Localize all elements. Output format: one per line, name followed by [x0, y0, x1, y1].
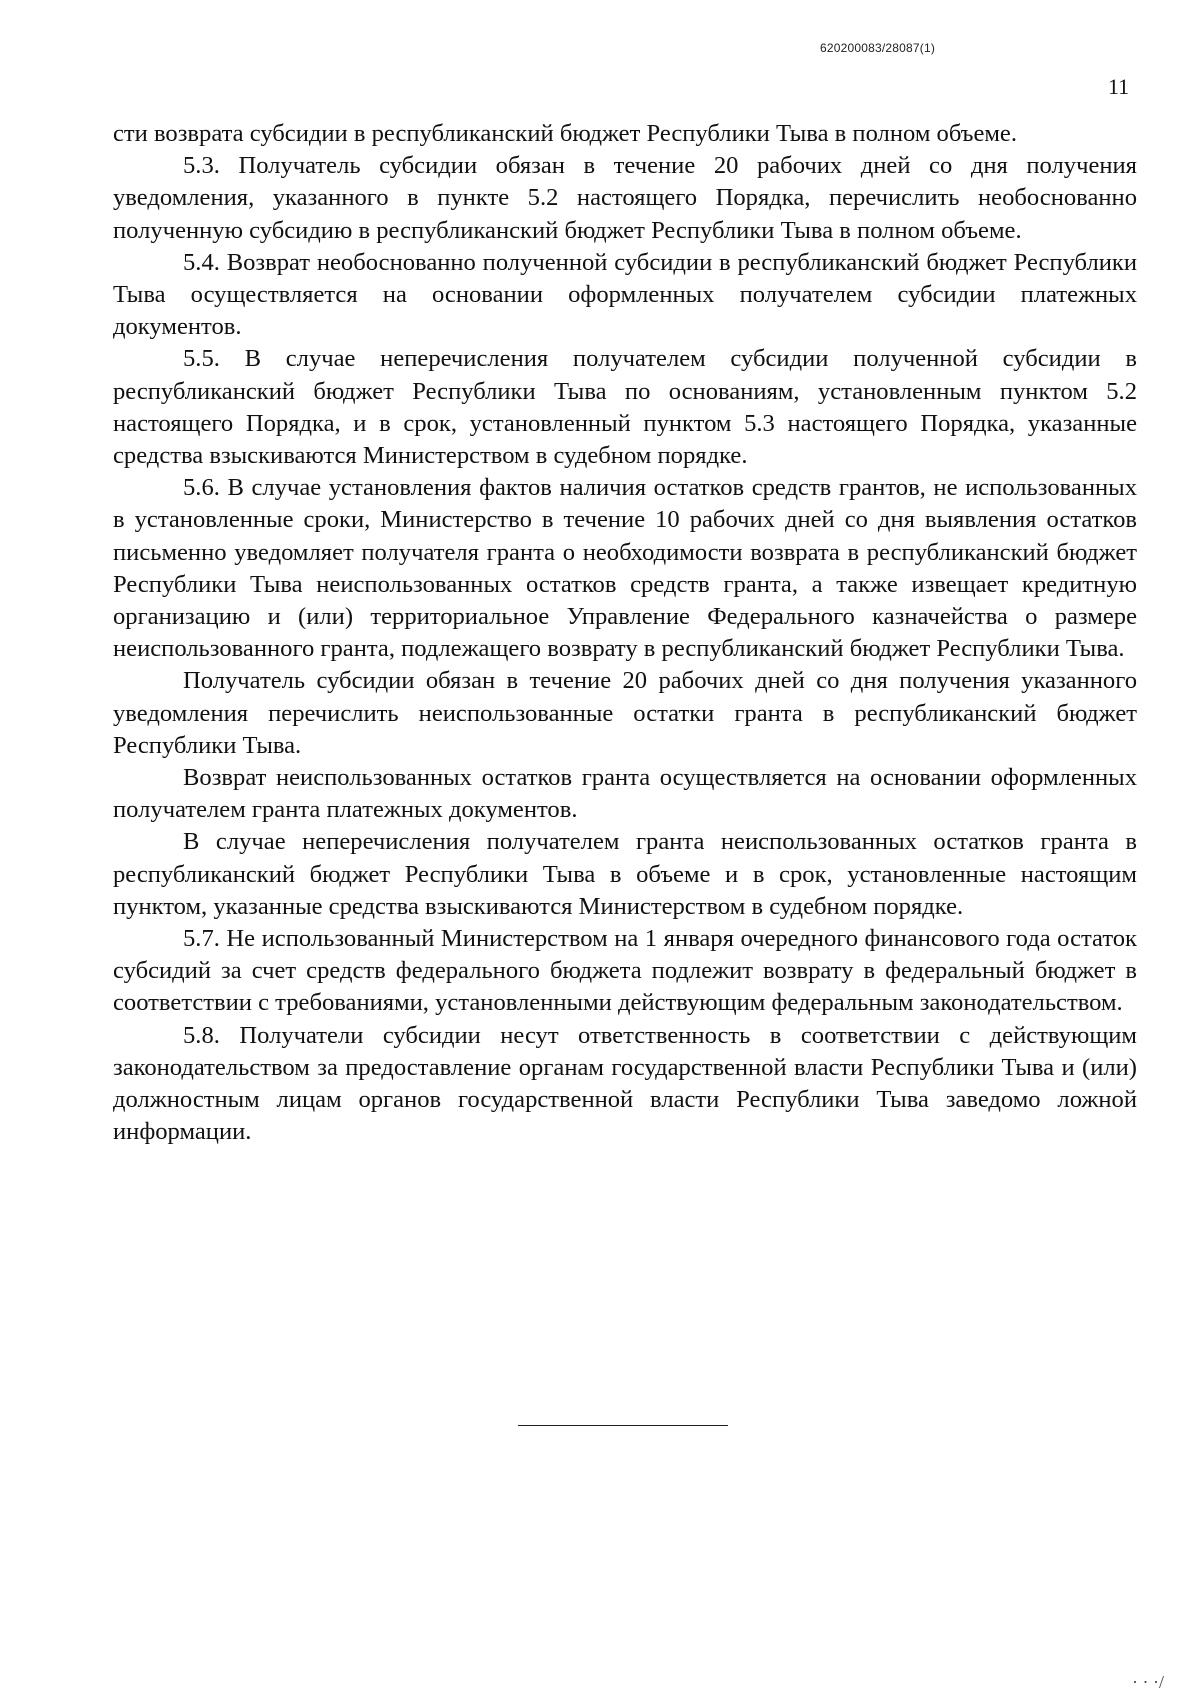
document-id: 620200083/28087(1) [820, 41, 936, 55]
paragraph-5-6: 5.6. В случае установления фактов наличия остатков средств грантов, не использованных в установленные сроки, Министерство в течение 10 рабочих дней со дня выявления остатков письменно уведомляет получателя гранта о необходимости возврата в республиканский бюджет Республики Тыва неиспользованных остатков средств гранта, а также извещает кредитную организацию и (или) территориальное Управление Федерального казначейства о размере неиспользованного гранта, подлежащего возврату в республиканский бюджет Республики Тыва. [113, 474, 1137, 663]
paragraph-5-3: 5.3. Получатель субсидии обязан в течение 20 рабочих дней со дня получения уведомления, указанного в пункте 5.2 настоящего Порядка, перечислить необоснованно полученную субсидию в республиканский бюджет Республики Тыва в полном объеме. [113, 152, 1137, 244]
scan-mark: · · ·/ [1132, 1672, 1164, 1692]
paragraph-grant-obligation: Получатель субсидии обязан в течение 20 рабочих дней со дня получения указанного уведомления перечислить неиспользованные остатки гранта в республиканский бюджет Республики Тыва. [113, 667, 1137, 759]
paragraph-grant-recovery: В случае неперечисления получателем гранта неиспользованных остатков гранта в республиканский бюджет Республики Тыва в объеме и в срок, установленные настоящим пунктом, указанные средства взыскиваются Министерством в судебном порядке. [113, 828, 1137, 920]
page-number: 11 [1108, 74, 1130, 99]
paragraph-grant-return: Возврат неиспользованных остатков гранта осуществляется на основании оформленных получателем гранта платежных документов. [113, 764, 1137, 824]
paragraph-5-7: 5.7. Не использованный Министерством на 1 января очередного финансового года остаток субсидий за счет средств федерального бюджета подлежит возврату в федеральный бюджет в соответствии с требованиями, установленными действующим федеральным законодательством. [113, 925, 1137, 1017]
paragraph-5-5: 5.5. В случае неперечисления получателем субсидии полученной субсидии в республиканский бюджет Республики Тыва по основаниям, установленным пунктом 5.2 настоящего Порядка, и в срок, установленный пунктом 5.3 настоящего Порядка, указанные средства взыскиваются Министерством в судебном порядке. [113, 345, 1137, 470]
paragraph-5-8: 5.8. Получатели субсидии несут ответственность в соответствии с действующим законодательством за предоставление органам государственной власти Республики Тыва и (или) должностным лицам органов государственной власти Республики Тыва заведомо ложной информации. [113, 1021, 1137, 1146]
document-body [113, 118, 1137, 1149]
paragraph-continuation: сти возврата субсидии в республиканский бюджет Республики Тыва в полном объеме. [113, 120, 1017, 147]
paragraph-5-4: 5.4. Возврат необоснованно полученной субсидии в республиканский бюджет Республики Тыва осуществляется на основании оформленных получателем субсидии платежных документов. [113, 248, 1137, 341]
end-of-text-rule [518, 1425, 728, 1426]
